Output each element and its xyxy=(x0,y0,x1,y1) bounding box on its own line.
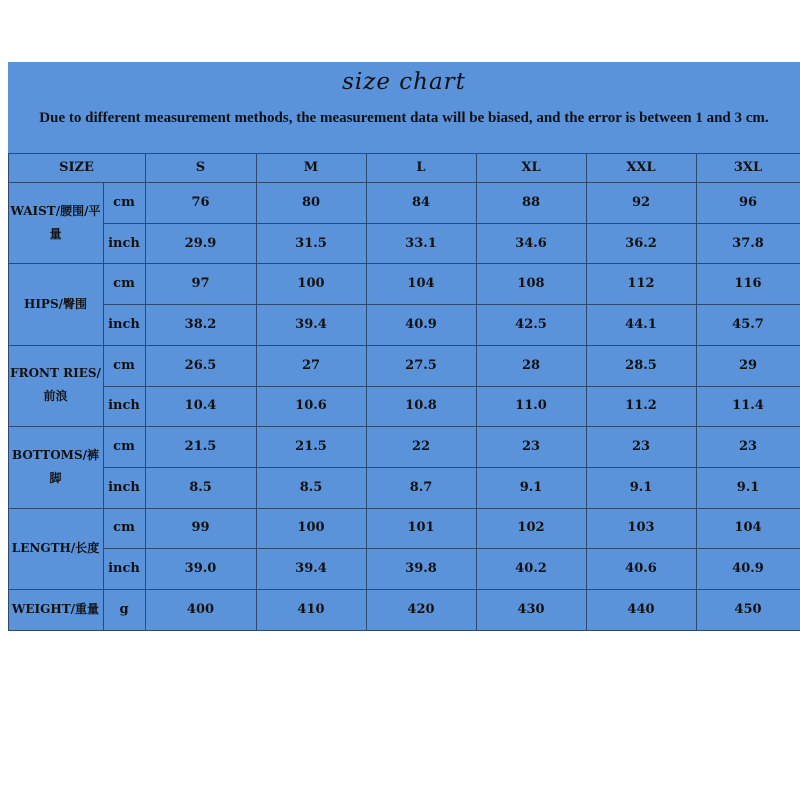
size-col-header: 3XL xyxy=(733,160,763,175)
measurement-label: HIPS/臀围 xyxy=(23,296,88,311)
measurement-value: 8.5 xyxy=(189,479,212,495)
measurement-value: 400 xyxy=(186,601,215,617)
measurement-value: 104 xyxy=(407,276,435,292)
measurement-value: 27 xyxy=(301,357,321,373)
measurement-value: 26.5 xyxy=(184,357,217,373)
grid-line-vertical xyxy=(696,153,697,630)
unit-label: inch xyxy=(108,316,140,332)
size-chart xyxy=(8,62,800,630)
measurement-value: 28 xyxy=(521,357,541,373)
measurement-value: 410 xyxy=(297,601,325,617)
measurement-value: 42.5 xyxy=(515,316,547,332)
unit-label: cm xyxy=(113,276,135,292)
measurement-value: 45.7 xyxy=(732,316,764,332)
unit-label: inch xyxy=(108,235,140,251)
measurement-value: 44.1 xyxy=(625,316,657,332)
measurement-value: 11.0 xyxy=(515,398,547,414)
size-col-header: S xyxy=(195,160,206,175)
measurement-value: 99 xyxy=(191,520,210,536)
measurement-value: 97 xyxy=(191,276,210,292)
chart-title: size chart xyxy=(342,69,466,95)
grid-line-vertical xyxy=(256,153,257,630)
measurement-value: 108 xyxy=(517,276,545,292)
size-col-header: M xyxy=(303,160,319,175)
measurement-value: 112 xyxy=(627,276,655,292)
unit-label: cm xyxy=(113,357,135,373)
measurement-value: 40.2 xyxy=(515,561,547,577)
measurement-value: 100 xyxy=(297,276,325,292)
unit-label: inch xyxy=(108,398,140,414)
measurement-value: 102 xyxy=(517,520,545,536)
measurement-value: 80 xyxy=(301,194,321,210)
unit-label: g xyxy=(119,601,129,617)
measurement-value: 11.4 xyxy=(732,398,764,414)
measurement-value: 39.4 xyxy=(295,316,327,332)
measurement-value: 33.1 xyxy=(405,235,437,251)
unit-label: cm xyxy=(113,439,135,455)
unit-label: cm xyxy=(113,520,135,536)
measurement-value: 29.9 xyxy=(184,235,217,251)
unit-label: cm xyxy=(113,194,135,210)
measurement-value: 39.8 xyxy=(405,561,437,577)
grid-line-vertical xyxy=(586,153,587,630)
measurement-value: 10.6 xyxy=(295,398,327,414)
grid-line-vertical xyxy=(145,153,146,630)
measurement-value: 9.1 xyxy=(519,479,543,495)
grid-line-horizontal xyxy=(8,426,800,427)
measurement-value: 21.5 xyxy=(184,439,217,455)
measurement-value: 38.2 xyxy=(184,316,217,332)
size-col-header: XXL xyxy=(626,160,656,175)
measurement-value: 10.4 xyxy=(184,398,217,414)
unit-label: inch xyxy=(108,479,140,495)
measurement-value: 21.5 xyxy=(295,439,327,455)
grid-line-vertical xyxy=(366,153,367,630)
measurement-value: 23 xyxy=(521,439,541,455)
measurement-value: 28.5 xyxy=(625,357,657,373)
measurement-value: 11.2 xyxy=(625,398,657,414)
measurement-value: 39.0 xyxy=(184,561,217,577)
measurement-value: 8.7 xyxy=(409,479,433,495)
measurement-value: 103 xyxy=(627,520,655,536)
measurement-value: 40.9 xyxy=(405,316,437,332)
measurement-value: 420 xyxy=(407,601,435,617)
measurement-value: 36.2 xyxy=(625,235,657,251)
measurement-value: 101 xyxy=(407,520,435,536)
measurement-value: 450 xyxy=(734,601,762,617)
measurement-value: 96 xyxy=(738,194,758,210)
measurement-value: 10.8 xyxy=(405,398,437,414)
measurement-value: 9.1 xyxy=(629,479,653,495)
measurement-value: 40.9 xyxy=(732,561,764,577)
size-col-header: L xyxy=(416,160,426,175)
grid-line-horizontal xyxy=(8,182,800,183)
measurement-value: 34.6 xyxy=(515,235,547,251)
measurement-label: LENGTH/长度 xyxy=(11,540,100,555)
measurement-notice: Due to different measurement methods, the measurement data will be biased, and the error is between 1 and 3 cm. xyxy=(39,110,769,126)
grid-line-vertical xyxy=(476,153,477,630)
measurement-label: BOTTOMS/裤脚 xyxy=(11,447,100,485)
measurement-value: 9.1 xyxy=(736,479,760,495)
measurement-value: 8.5 xyxy=(299,479,323,495)
grid-line-horizontal xyxy=(8,630,800,631)
grid-line-vertical xyxy=(8,153,9,630)
grid-line-horizontal xyxy=(8,153,800,154)
measurement-value: 23 xyxy=(738,439,758,455)
measurement-value: 29 xyxy=(738,357,758,373)
size-header: SIZE xyxy=(59,160,94,175)
grid-line-horizontal xyxy=(8,345,800,346)
measurement-label: WAIST/腰围/平量 xyxy=(10,203,101,241)
measurement-value: 430 xyxy=(517,601,545,617)
size-col-header: XL xyxy=(521,160,541,175)
measurement-value: 39.4 xyxy=(295,561,327,577)
measurement-value: 116 xyxy=(734,276,762,292)
measurement-value: 23 xyxy=(631,439,651,455)
grid-line-horizontal xyxy=(8,589,800,590)
grid-line-vertical xyxy=(103,182,104,630)
measurement-value: 22 xyxy=(411,439,431,455)
measurement-value: 31.5 xyxy=(295,235,327,251)
measurement-value: 40.6 xyxy=(625,561,657,577)
measurement-value: 84 xyxy=(411,194,431,210)
measurement-value: 76 xyxy=(191,194,210,210)
measurement-value: 27.5 xyxy=(405,357,437,373)
measurement-value: 100 xyxy=(297,520,325,536)
measurement-value: 37.8 xyxy=(732,235,764,251)
grid-line-horizontal xyxy=(8,508,800,509)
unit-label: inch xyxy=(108,561,140,577)
measurement-value: 104 xyxy=(734,520,762,536)
measurement-value: 88 xyxy=(521,194,541,210)
measurement-label: WEIGHT/重量 xyxy=(11,601,100,616)
grid-line-horizontal xyxy=(8,263,800,264)
measurement-label: FRONT RIES/前浪 xyxy=(10,366,101,404)
measurement-value: 440 xyxy=(627,601,655,617)
measurement-value: 92 xyxy=(631,194,651,210)
